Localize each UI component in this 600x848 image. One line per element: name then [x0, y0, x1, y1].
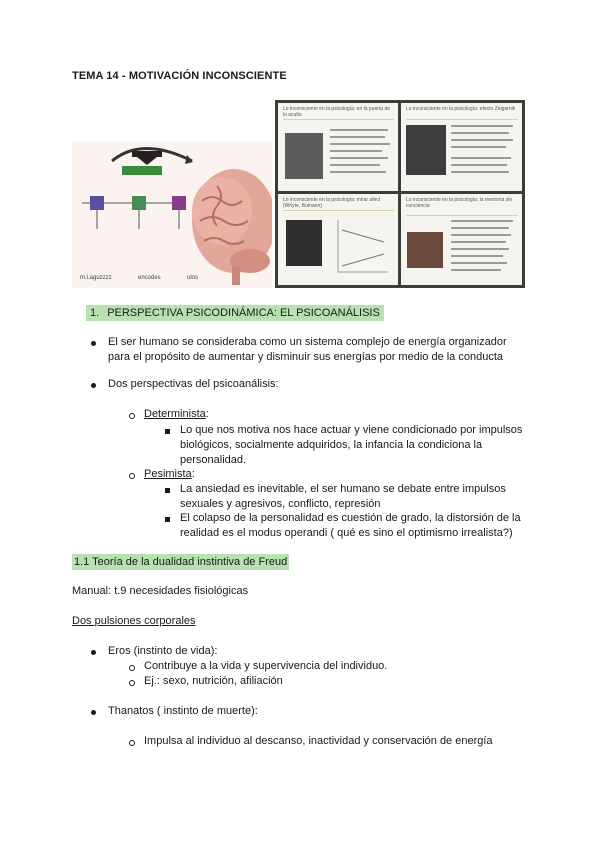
determinista-item — [180, 423, 522, 468]
brain-illustration — [72, 141, 272, 288]
pesimista-item — [180, 511, 521, 541]
page-title: TEMA 14 - MOTIVACIÓN INCONSCIENTE — [72, 70, 287, 82]
bullet-icon — [91, 383, 96, 388]
brain-diagram-image — [72, 141, 272, 288]
thanatos-label: Thanatos ( instinto de muerte): — [108, 705, 258, 717]
slide-heading: Lo inconsciente en la psicología: en la puerta de lo oculto — [283, 106, 391, 118]
pesimista-label: Pesimista: — [144, 468, 195, 480]
portrait-photo — [286, 220, 322, 266]
square-bullet-icon — [165, 429, 170, 434]
section-heading-1-1: 1.1 Teoría de la dualidad instintiva de Freud — [74, 556, 288, 568]
bullet-icon — [91, 341, 96, 346]
text-line: La ansiedad es inevitable, el ser humano se debate entre impulsos — [180, 483, 506, 495]
slide-1 — [278, 103, 398, 191]
brain-label-2: encodes — [138, 275, 161, 281]
slide-heading: Lo inconsciente en la psicología: efecto Zeigarnik — [406, 106, 516, 112]
eros-item: Contribuye a la vida y supervivencia del individuo. — [144, 660, 388, 672]
brain-label-3: ulos — [187, 275, 199, 281]
text-line: biológicos, socialmente adquiridos, la infancia la condiciona la — [180, 439, 483, 451]
circle-bullet-icon — [129, 665, 135, 671]
portrait-photo — [406, 125, 446, 175]
square-bullet-icon — [165, 488, 170, 493]
manual-reference: Manual: t.9 necesidades fisiológicas — [72, 585, 249, 597]
slide-heading: Lo inconsciente en la psicología: la memoria sin conciencia — [406, 197, 513, 209]
text-line: El ser humano se consideraba como un sistema complejo de energía organizador — [108, 336, 507, 348]
circle-bullet-icon — [129, 740, 135, 746]
eros-label: Eros (instinto de vida): — [108, 645, 218, 657]
text-line: El colapso de la personalidad es cuestión de grado, la distorsión de la — [180, 512, 521, 524]
pesimista-item — [180, 482, 506, 512]
bullet-icon — [91, 650, 96, 655]
text-line: sexuales y agresivos, conflicto, represión — [180, 498, 381, 510]
slide-4 — [401, 194, 522, 285]
bullet-text: Dos perspectivas del psicoanálisis: — [108, 378, 279, 390]
text-line: realidad es el modus operandi ( qué es sino el optimismo irrealista?) — [180, 527, 513, 539]
section-title: PERSPECTIVA PSICODINÁMICA: EL PSICOANÁLISIS — [107, 307, 380, 319]
dos-pulsiones-heading: Dos pulsiones corporales — [72, 615, 196, 627]
bullet-icon — [91, 710, 96, 715]
portrait-photo — [285, 133, 323, 179]
slide-3 — [278, 194, 398, 285]
text-line: para el propósito de aumentar y disminuir sus energías por medio de la conducta — [108, 351, 504, 363]
section-number: 1. — [90, 307, 100, 319]
bullet-text — [108, 335, 507, 365]
text-line: personalidad. — [180, 454, 247, 466]
slide-heading: Lo inconsciente en la psicología: mirar afect (Whyte, Bumann) — [283, 197, 381, 209]
portrait-photo — [407, 232, 443, 268]
section-heading-1 — [86, 305, 384, 321]
circle-bullet-icon — [129, 680, 135, 686]
circle-bullet-icon — [129, 473, 135, 479]
determinista-label: Determinista: — [144, 408, 209, 420]
circle-bullet-icon — [129, 413, 135, 419]
text-line: Lo que nos motiva nos hace actuar y viene condicionado por impulsos — [180, 424, 523, 436]
brain-label-1: m.l.aguzzzz — [80, 275, 112, 281]
mini-chart-icon — [334, 216, 390, 276]
square-bullet-icon — [165, 517, 170, 522]
slides-collage-image — [275, 100, 525, 288]
eros-item: Ej.: sexo, nutrición, afiliación — [144, 675, 283, 687]
slide-2 — [401, 103, 522, 191]
thanatos-item: Impulsa al individuo al descanso, inactividad y conservación de energía — [144, 735, 493, 747]
